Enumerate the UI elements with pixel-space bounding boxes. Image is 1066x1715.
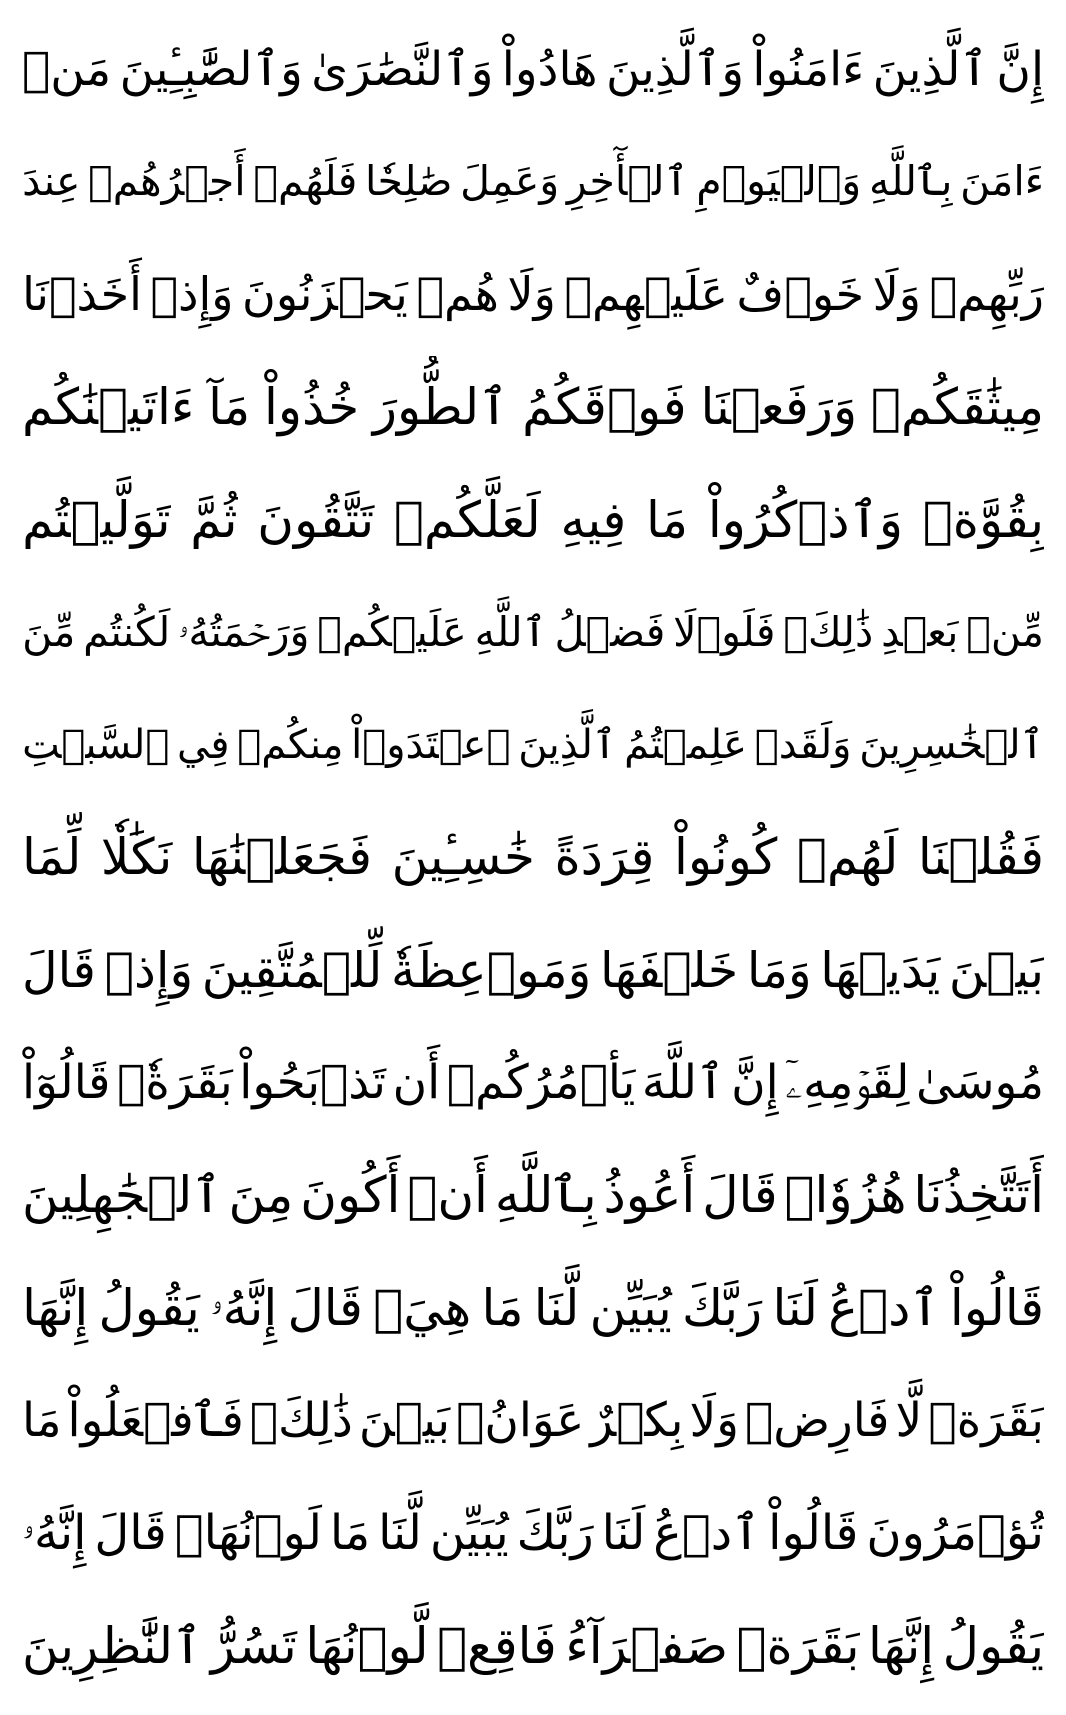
- word: بِٱللَّهِ: [494, 1166, 597, 1225]
- word: ٱلسَّبۡتِ: [22, 721, 170, 768]
- word: خَلۡفَهَا: [599, 941, 739, 999]
- word: بِقُوَّةٖ: [922, 490, 1044, 549]
- word: ٱلۡجَٰهِلِينَ: [22, 1166, 222, 1225]
- word: ٱدۡعُ: [653, 1505, 761, 1562]
- text-line-5: [22, 469, 1044, 571]
- word: يَأۡمُرُكُمۡ: [446, 1055, 636, 1111]
- word: لَعَلَّكُمۡ: [393, 490, 541, 549]
- word: تَذۡبَحُواْ: [239, 1055, 386, 1111]
- word: ءَامَنَ: [960, 157, 1044, 206]
- word: وَلَا: [507, 267, 556, 322]
- word: ٱللَّهَ: [641, 1055, 725, 1111]
- word: لِّلۡمُتَّقِينَ: [201, 941, 383, 999]
- word: يَدَيۡهَا: [820, 941, 941, 999]
- word: تَتَّقُونَ: [257, 490, 375, 549]
- word: يَقُولُ: [942, 1616, 1044, 1675]
- word: فَاقِعٞ: [437, 1616, 557, 1675]
- word: فَلَهُمۡ: [253, 157, 358, 206]
- word: وَلَا: [689, 1393, 739, 1449]
- word: مَا: [22, 1393, 62, 1449]
- word: قِرَدَةً: [554, 828, 655, 887]
- word: ٱلطُّورَ: [372, 377, 509, 436]
- word: قَالُواْ: [768, 1505, 859, 1562]
- word: إِنَّهُۥ: [22, 1505, 87, 1562]
- text-line-9: [22, 919, 1044, 1021]
- word: يُبَيِّن: [429, 1505, 509, 1562]
- word: فَوۡقَكُمُ: [522, 377, 687, 436]
- word: قَالُوٓاْ: [22, 1055, 111, 1111]
- word: ثُمَّ: [190, 490, 238, 549]
- word: قَالَ: [287, 1279, 363, 1338]
- word: ٱلنَّٰظِرِينَ: [22, 1616, 203, 1675]
- word: مَا: [646, 490, 689, 549]
- word: لَهُمۡ: [796, 828, 899, 887]
- word: قَالُواْ: [949, 1279, 1044, 1338]
- word: ٱلۡأٓخِرِ: [566, 157, 689, 206]
- word: مَنۡ: [22, 41, 112, 97]
- word: وَإِذۡ: [150, 267, 234, 322]
- word: بِكۡرٌ: [590, 1393, 684, 1449]
- word: فَارِضٞ: [745, 1393, 890, 1449]
- word: ءَاتَيۡنَٰكُم: [22, 377, 195, 436]
- word: مِيثَٰقَكُمۡ: [870, 377, 1044, 436]
- word: لِقَوۡمِهِۦٓ: [785, 1055, 910, 1111]
- word: بَيۡنَ: [948, 941, 1044, 999]
- word: لَّنَا: [378, 1505, 422, 1562]
- word: تُؤۡمَرُونَ: [866, 1505, 1044, 1562]
- word: عَلَيۡهِمۡ: [564, 267, 728, 322]
- text-line-10: [22, 1032, 1044, 1134]
- word: فَجَعَلۡنَٰهَا: [191, 828, 373, 887]
- word: إِنَّهُۥ: [210, 1279, 278, 1338]
- text-line-6: [22, 581, 1044, 683]
- word: وَٱلَّذِينَ: [605, 41, 745, 97]
- word: رَبِّهِمۡ: [929, 267, 1044, 322]
- word: فَٱفۡعَلُواْ: [67, 1393, 244, 1449]
- word: صَفۡرَآءُ: [565, 1616, 729, 1675]
- word: مَا: [329, 1505, 371, 1562]
- word: وَلَا: [872, 267, 922, 322]
- word: وَرَحۡمَتُهُۥ: [178, 607, 310, 656]
- word: أَنۡ: [407, 1166, 488, 1225]
- text-line-7: [22, 694, 1044, 796]
- word: أَجۡرُهُمۡ: [88, 157, 246, 206]
- word: بَعۡدِ: [881, 607, 959, 656]
- word: مِنَ: [228, 1166, 294, 1225]
- word: قَالَ: [22, 941, 96, 999]
- word: وَمَوۡعِظَةٗ: [390, 941, 592, 999]
- text-line-4: [22, 356, 1044, 458]
- word: أَخَذۡنَا: [22, 267, 142, 322]
- word: فَلَوۡلَا: [673, 607, 776, 656]
- word: ٱلَّذِينَ: [518, 721, 617, 768]
- word: إِنَّ: [731, 1055, 779, 1111]
- word: وَرَفَعۡنَا: [700, 377, 858, 436]
- word: هَادُواْ: [501, 41, 598, 97]
- word: مُوسَىٰ: [915, 1055, 1044, 1111]
- word: لَّا: [895, 1393, 923, 1449]
- word: وَٱلصَّٰبِـِٔينَ: [119, 41, 303, 97]
- text-line-8: [22, 806, 1044, 908]
- word: نَكَٰلٗا: [100, 828, 173, 887]
- word: أَتَتَّخِذُنَا: [913, 1166, 1044, 1225]
- text-line-11: [22, 1144, 1044, 1246]
- word: فَضۡلُ: [554, 607, 666, 656]
- word: إِنَّهَا: [22, 1279, 89, 1338]
- word: ٱللَّهِ: [474, 607, 547, 656]
- word: مَآ: [208, 377, 251, 436]
- word: خَوۡفٌ: [736, 267, 865, 322]
- word: ذَٰلِكَۖ: [783, 607, 874, 656]
- word: ٱلَّذِينَ: [872, 41, 989, 97]
- word: عَلَيۡكُمۡ: [317, 607, 467, 656]
- word: لِّمَا: [22, 828, 82, 887]
- word: بَقَرَةٗۖ: [117, 1055, 233, 1111]
- text-line-13: [22, 1370, 1044, 1472]
- word: أَعُوذُ: [603, 1166, 696, 1225]
- word: وَٱذۡكُرُواْ: [707, 490, 903, 549]
- word: يَحۡزَنُونَ: [242, 267, 408, 322]
- word: قَالَ: [94, 1505, 167, 1562]
- word: مِّنۢ: [966, 607, 1044, 656]
- word: أَن: [392, 1055, 441, 1111]
- word: وَإِذۡ: [104, 941, 194, 999]
- word: ذَٰلِكَۖ: [249, 1393, 353, 1449]
- word: هِيَۚ: [373, 1279, 472, 1338]
- word: أَكُونَ: [300, 1166, 401, 1225]
- text-line-2: [22, 131, 1044, 233]
- word: وَمَا: [746, 941, 812, 999]
- text-line-1: [22, 18, 1044, 120]
- word: وَلَقَدۡ: [754, 721, 852, 768]
- word: مِنكُمۡ: [237, 721, 344, 768]
- word: وَعَمِلَ: [460, 157, 560, 206]
- word: بَيۡنَ: [358, 1393, 451, 1449]
- word: هُزُوٗاۖ: [784, 1166, 907, 1225]
- word: مِّنَ: [22, 607, 76, 656]
- word: يَقُولُ: [98, 1279, 200, 1338]
- word: فِيهِ: [560, 490, 627, 549]
- word: إِنَّ: [996, 41, 1044, 97]
- word: بَقَرَةٞ: [928, 1393, 1044, 1449]
- word: تَوَلَّيۡتُم: [22, 490, 171, 549]
- word: بِٱللَّهِ: [868, 157, 953, 206]
- word: بَقَرَةٞ: [736, 1616, 860, 1675]
- word: لَكُنتُم: [83, 607, 171, 656]
- word: رَبَّكَ: [516, 1505, 594, 1562]
- word: صَٰلِحٗا: [365, 157, 453, 206]
- word: ٱدۡعُ: [828, 1279, 940, 1338]
- word: ءَامَنُواْ: [752, 41, 865, 97]
- word: لَّنَا: [533, 1279, 580, 1338]
- word: لَنَا: [601, 1505, 646, 1562]
- text-block: [22, 18, 1044, 1697]
- word: مَا: [481, 1279, 524, 1338]
- word: عَلِمۡتُمُ: [624, 721, 748, 768]
- word: كُونُواْ: [673, 828, 778, 887]
- word: لَّوۡنُهَا: [305, 1616, 429, 1675]
- word: إِنَّهَا: [868, 1616, 935, 1675]
- text-line-12: [22, 1257, 1044, 1359]
- word: تَسُرُّ: [210, 1616, 297, 1675]
- word: وَٱلۡيَوۡمِ: [696, 157, 862, 206]
- word: ٱلۡخَٰسِرِينَ: [859, 721, 1044, 768]
- word: يُبَيِّن: [589, 1279, 672, 1338]
- word: هُمۡ: [416, 267, 499, 322]
- text-line-15: [22, 1595, 1044, 1697]
- word: فِي: [177, 721, 230, 768]
- word: رَبَّكَ: [681, 1279, 763, 1338]
- word: لَنَا: [772, 1279, 818, 1338]
- word: عَوَانُۢ: [456, 1393, 585, 1449]
- word: لَوۡنُهَاۚ: [174, 1505, 322, 1562]
- text-line-14: [22, 1482, 1044, 1584]
- word: وَٱلنَّصَٰرَىٰ: [311, 41, 494, 97]
- word: خَٰسِـِٔينَ: [391, 828, 535, 887]
- word: خُذُواْ: [263, 377, 360, 436]
- word: عِندَ: [22, 157, 81, 206]
- word: قَالَ: [702, 1166, 778, 1225]
- word: ٱعۡتَدَوۡاْ: [351, 721, 511, 768]
- word: فَقُلۡنَا: [917, 828, 1044, 887]
- text-line-3: [22, 243, 1044, 345]
